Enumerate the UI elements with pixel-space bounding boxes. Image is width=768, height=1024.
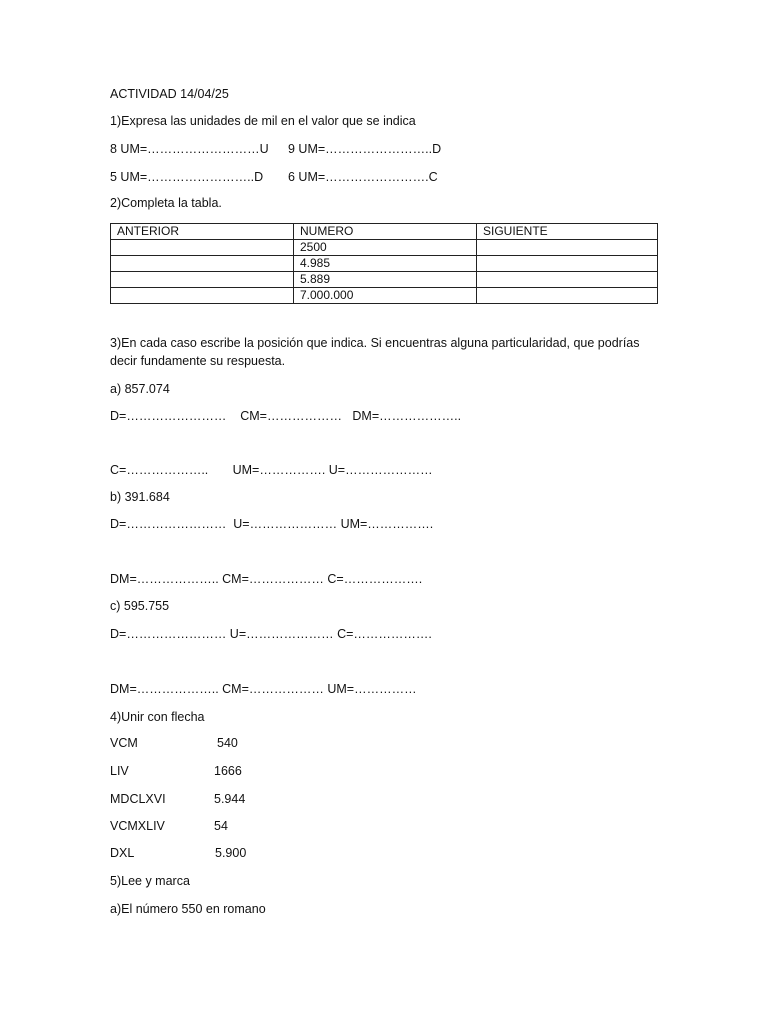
q3b-line-1: D=…………………… U=………………… UM=…………….: [110, 517, 434, 531]
table-row: [111, 288, 658, 304]
table-row: [111, 256, 658, 272]
q3c-line-2: DM=……………….. CM=……………… UM=……………: [110, 682, 417, 696]
cell-numero: 5.889: [294, 272, 477, 288]
q3c-label: c) 595.755: [110, 599, 170, 613]
q3c-line-1: D=…………………… U=………………… C=……………….: [110, 627, 432, 641]
header-anterior: ANTERIOR: [111, 224, 294, 240]
q4-prompt: 4)Unir con flecha: [110, 710, 205, 724]
cell-siguiente: [477, 288, 658, 304]
q3-prompt-line-2: decir fundamente su respuesta.: [110, 354, 286, 368]
q4-right-item: 540: [217, 736, 238, 750]
cell-siguiente: [477, 240, 658, 256]
cell-numero: 2500: [294, 240, 477, 256]
q1-prompt: 1)Expresa las unidades de mil en el valor que se indica: [110, 114, 416, 128]
table-row: [111, 272, 658, 288]
cell-anterior: [111, 256, 294, 272]
q4-left-item: MDCLXVI: [110, 792, 166, 806]
q3b-label: b) 391.684: [110, 490, 170, 504]
cell-anterior: [111, 288, 294, 304]
q4-left-item: VCMXLIV: [110, 819, 165, 833]
q4-right-item: 1666: [214, 764, 242, 778]
q4-left-item: LIV: [110, 764, 129, 778]
q4-left-item: DXL: [110, 846, 135, 860]
cell-siguiente: [477, 256, 658, 272]
q3a-label: a) 857.074: [110, 382, 170, 396]
cell-anterior: [111, 272, 294, 288]
cell-siguiente: [477, 272, 658, 288]
q3-prompt-line-1: 3)En cada caso escribe la posición que indica. Si encuentras alguna particularidad, que podrías: [110, 336, 640, 350]
cell-anterior: [111, 240, 294, 256]
q5-item-a: a)El número 550 en romano: [110, 902, 266, 916]
table-header-row: [111, 224, 658, 240]
header-siguiente: SIGUIENTE: [477, 224, 658, 240]
cell-numero: 7.000.000: [294, 288, 477, 304]
q5-prompt: 5)Lee y marca: [110, 874, 190, 888]
q1-item-1: 8 UM=………………………U: [110, 142, 269, 156]
q1-item-3: 5 UM=……………………..D: [110, 170, 264, 184]
q1-item-4: 6 UM=…………………….C: [288, 170, 438, 184]
q4-right-item: 5.900: [215, 846, 247, 860]
q3a-line-2: C=……………….. UM=……………. U=…………………: [110, 463, 433, 477]
q1-item-2: 9 UM=……………………..D: [288, 142, 442, 156]
q4-right-item: 5.944: [214, 792, 246, 806]
q4-left-item: VCM: [110, 736, 138, 750]
activity-title: ACTIVIDAD 14/04/25: [110, 87, 229, 101]
table-row: [111, 240, 658, 256]
header-numero: NUMERO: [294, 224, 477, 240]
q3a-line-1: D=…………………… CM=……………… DM=………………..: [110, 409, 462, 423]
cell-numero: 4.985: [294, 256, 477, 272]
q2-prompt: 2)Completa la tabla.: [110, 196, 222, 210]
q4-right-item: 54: [214, 819, 228, 833]
number-table: [110, 223, 658, 304]
q3b-line-2: DM=……………….. CM=……………… C=……………….: [110, 572, 423, 586]
